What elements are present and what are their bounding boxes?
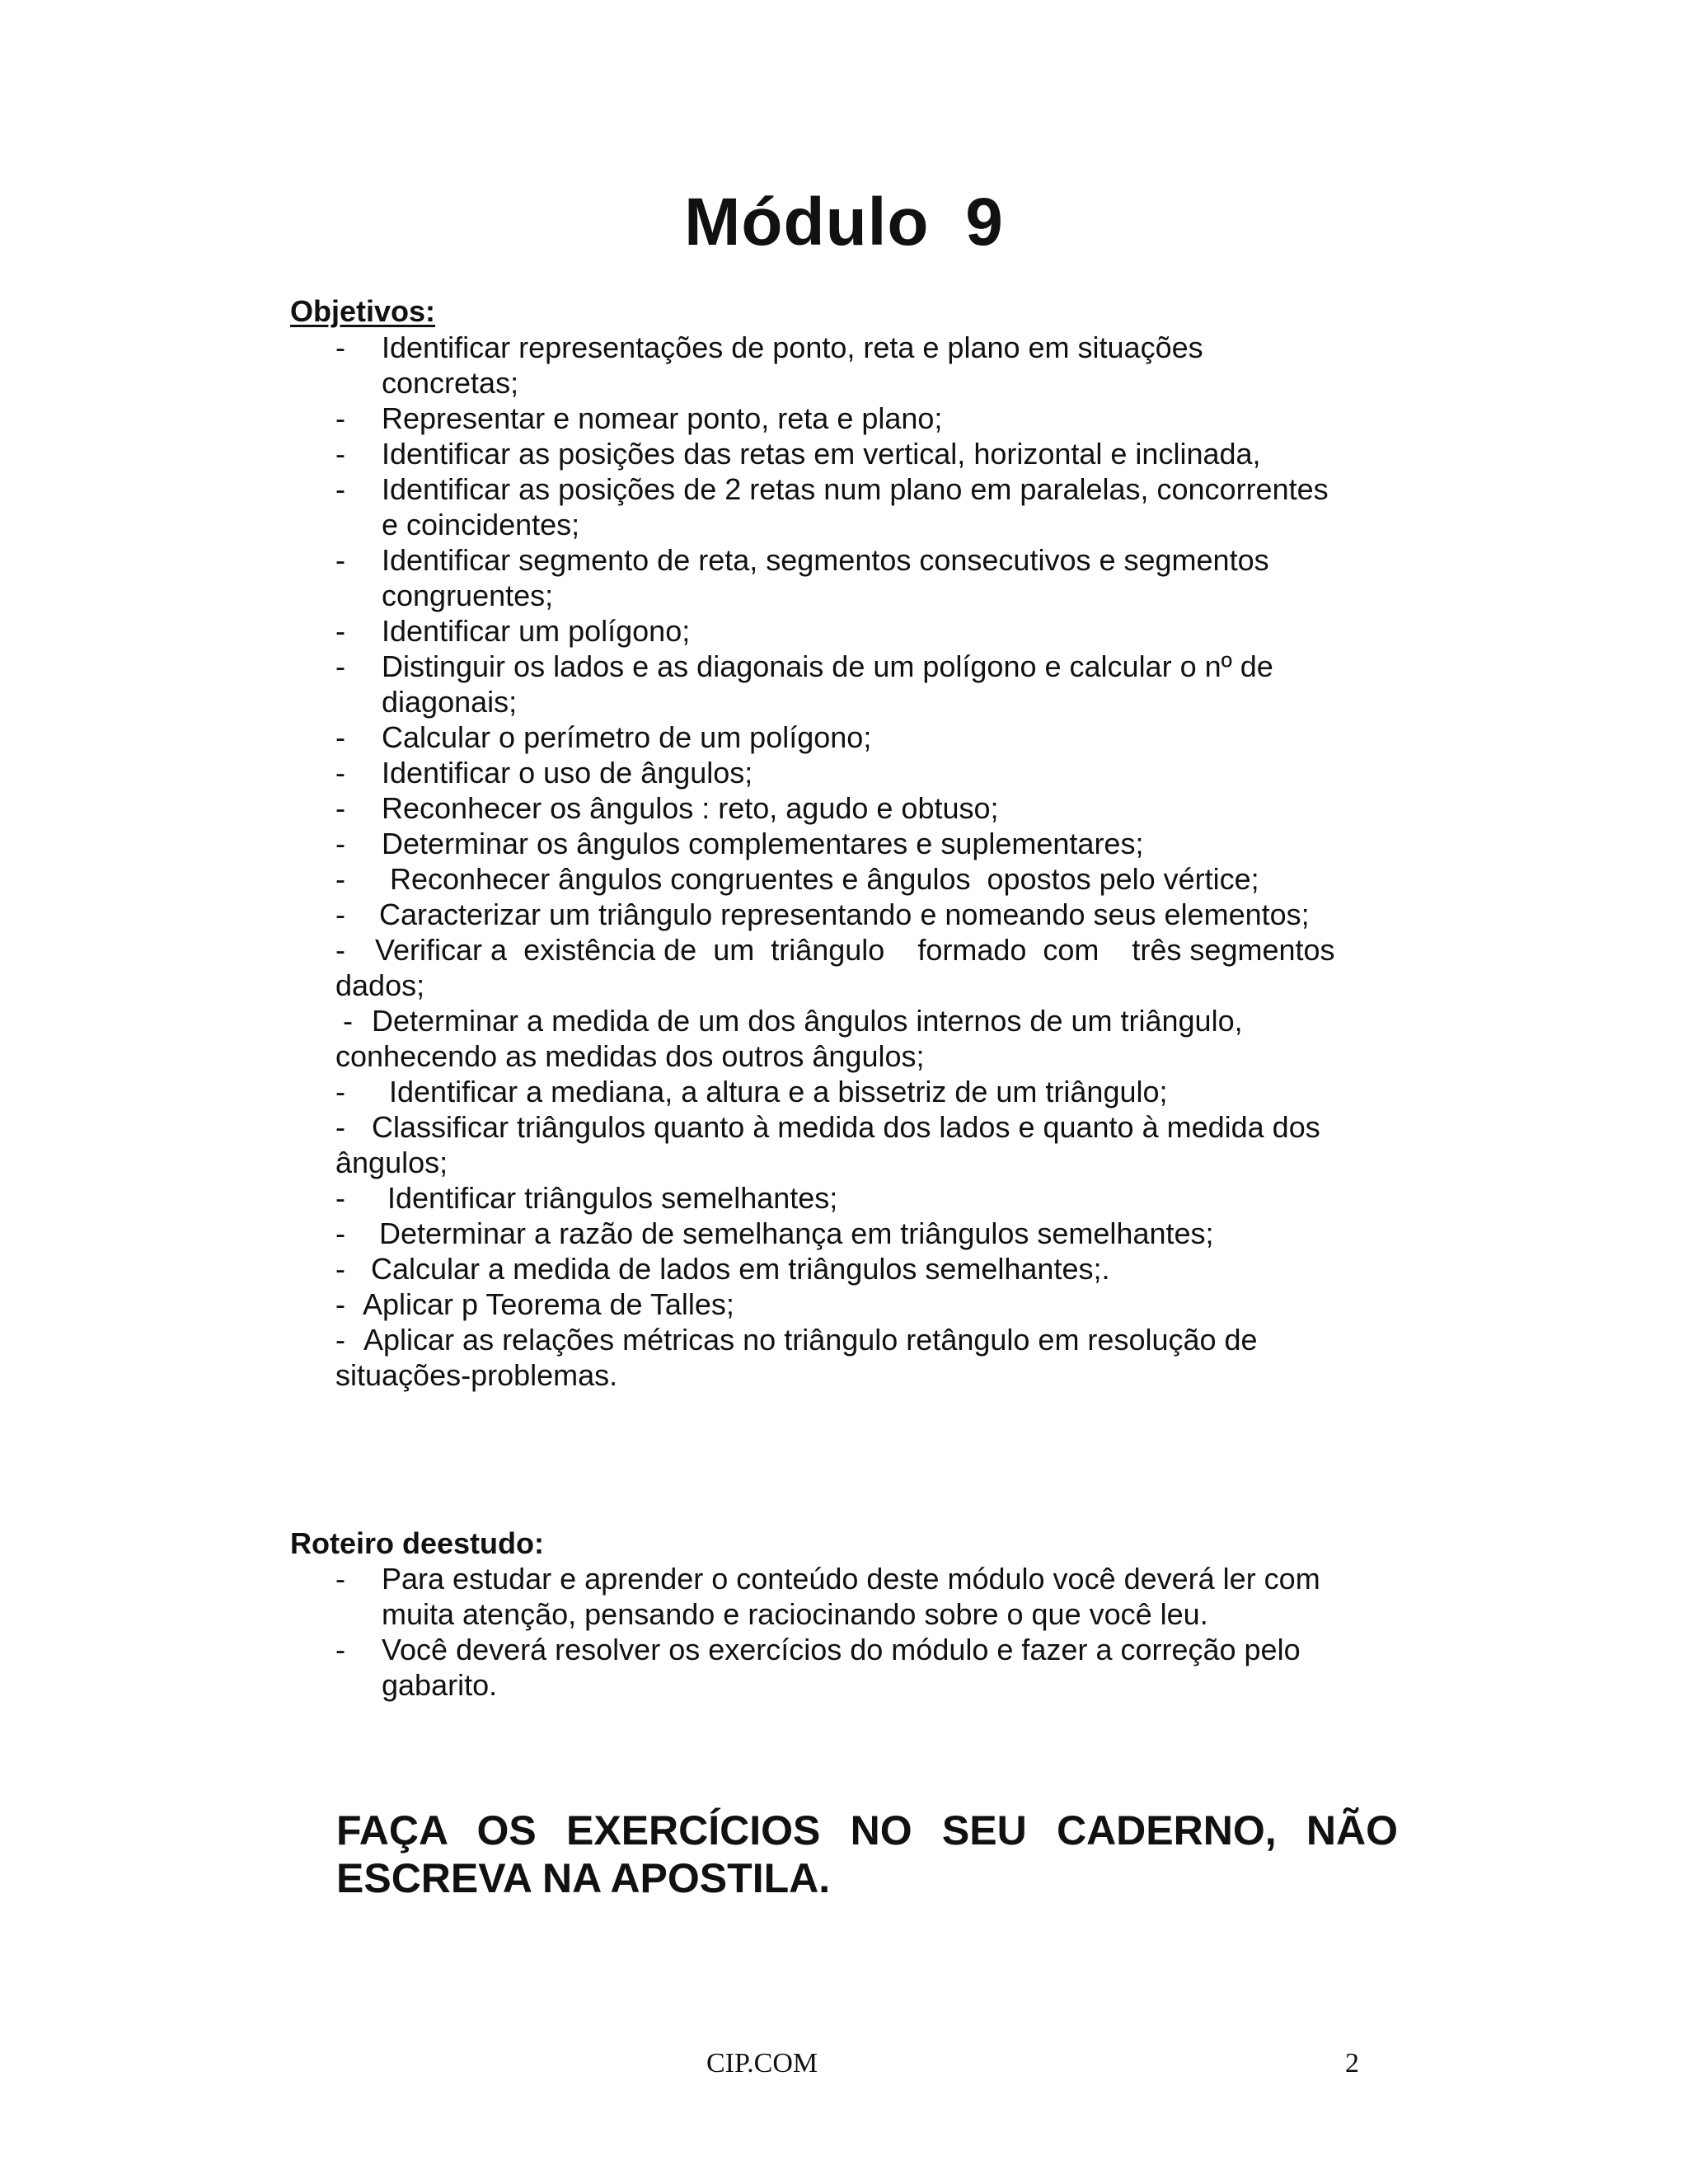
objective-bullet-dash: -	[335, 614, 345, 648]
notice-line-2: ESCREVA NA APOSTILA.	[336, 1855, 831, 1901]
objective-item-line: Identificar as posições das retas em vertical, horizontal e inclinada,	[382, 437, 1261, 471]
objective-bullet-dash: -	[335, 756, 345, 790]
objective-bullet-dash: -	[335, 933, 345, 967]
objective-item-line: Identificar as posições de 2 retas num plano em paralelas, concorrentes	[382, 472, 1329, 506]
objective-item-line: Caracterizar um triângulo representando e nomeando seus elementos;	[379, 898, 1310, 931]
objective-bullet-dash: -	[335, 1181, 345, 1215]
objective-bullet-dash: -	[335, 827, 345, 860]
objective-bullet-dash: -	[335, 862, 345, 896]
study-guide-item-line: muita atenção, pensando e raciocinando sobre o que você leu.	[382, 1597, 1208, 1631]
objectives-heading: Objetivos:	[290, 294, 436, 328]
study-guide-item-line: gabarito.	[382, 1668, 498, 1702]
objective-bullet-dash: -	[335, 791, 345, 825]
objective-bullet-dash: -	[335, 437, 345, 471]
objective-item-line: Verificar a existência de um triângulo formado com três segmentos	[375, 933, 1335, 967]
objective-bullet-dash: -	[335, 649, 345, 683]
footer-source: CIP.COM	[706, 2048, 818, 2079]
objective-bullet-dash: -	[335, 1075, 345, 1108]
objective-bullet-dash: -	[335, 401, 345, 435]
objective-bullet-dash: -	[335, 898, 345, 931]
objective-bullet-dash: -	[335, 330, 345, 364]
study-guide-heading: Roteiro deestudo:	[290, 1526, 545, 1560]
objective-item-line: Determinar a medida de um dos ângulos internos de um triângulo,	[372, 1004, 1243, 1038]
study-guide-item-line: Para estudar e aprender o conteúdo deste módulo você deverá ler com	[382, 1562, 1320, 1596]
objective-item-line: Reconhecer os ângulos : reto, agudo e obtuso;	[382, 791, 999, 825]
objective-item-line: Representar e nomear ponto, reta e plano;	[382, 401, 943, 435]
study-guide-bullet-dash: -	[335, 1633, 345, 1666]
study-guide-bullet-dash: -	[335, 1562, 345, 1596]
notice-text	[336, 1807, 1398, 1902]
objective-item-line: situações-problemas.	[335, 1358, 618, 1392]
objective-item-line: Determinar a razão de semelhança em triângulos semelhantes;	[379, 1216, 1214, 1250]
objective-bullet-dash: -	[335, 1323, 345, 1357]
objective-item-line: diagonais;	[382, 685, 518, 719]
objective-item-line: Aplicar as relações métricas no triângulo retângulo em resolução de	[363, 1323, 1258, 1357]
objective-item-line: congruentes;	[382, 579, 554, 612]
objective-item-line: conhecendo as medidas dos outros ângulos;	[335, 1039, 925, 1073]
objective-item-line: Calcular a medida de lados em triângulos semelhantes;.	[371, 1252, 1110, 1286]
objective-item-line: Distinguir os lados e as diagonais de um polígono e calcular o nº de	[382, 649, 1273, 683]
objective-item-line: Identificar o uso de ângulos;	[382, 756, 753, 790]
objective-bullet-dash: -	[335, 543, 345, 577]
objective-item-line: Identificar segmento de reta, segmentos consecutivos e segmentos	[382, 543, 1269, 577]
objective-bullet-dash: -	[335, 472, 345, 506]
objective-item-line: Identificar a mediana, a altura e a bissetriz de um triângulo;	[389, 1075, 1168, 1108]
objective-item-line: dados;	[335, 968, 425, 1002]
page-title: Módulo 9	[684, 185, 1004, 260]
objective-item-line: Reconhecer ângulos congruentes e ângulos opostos pelo vértice;	[390, 862, 1259, 896]
objective-bullet-dash: -	[343, 1004, 353, 1038]
objective-bullet-dash: -	[335, 1110, 345, 1144]
objective-bullet-dash: -	[335, 1252, 345, 1286]
objective-item-line: ângulos;	[335, 1146, 448, 1179]
objective-bullet-dash: -	[335, 1287, 345, 1321]
objective-item-line: Identificar representações de ponto, reta e plano em situações	[382, 330, 1203, 364]
study-guide-item-line: Você deverá resolver os exercícios do módulo e fazer a correção pelo	[382, 1633, 1301, 1666]
page-number: 2	[1345, 2048, 1359, 2079]
objective-bullet-dash: -	[335, 720, 345, 754]
objective-item-line: Aplicar p Teorema de Talles;	[363, 1287, 734, 1321]
objective-item-line: Identificar triângulos semelhantes;	[387, 1181, 838, 1215]
objective-item-line: concretas;	[382, 366, 519, 400]
notice-line-1: FAÇA OS EXERCÍCIOS NO SEU CADERNO, NÃO	[336, 1807, 1398, 1854]
objective-item-line: Classificar triângulos quanto à medida dos lados e quanto à medida dos	[372, 1110, 1320, 1144]
objective-item-line: e coincidentes;	[382, 508, 580, 541]
objective-item-line: Determinar os ângulos complementares e suplementares;	[382, 827, 1144, 860]
objective-bullet-dash: -	[335, 1216, 345, 1250]
objective-item-line: Calcular o perímetro de um polígono;	[382, 720, 872, 754]
objective-item-line: Identificar um polígono;	[382, 614, 691, 648]
